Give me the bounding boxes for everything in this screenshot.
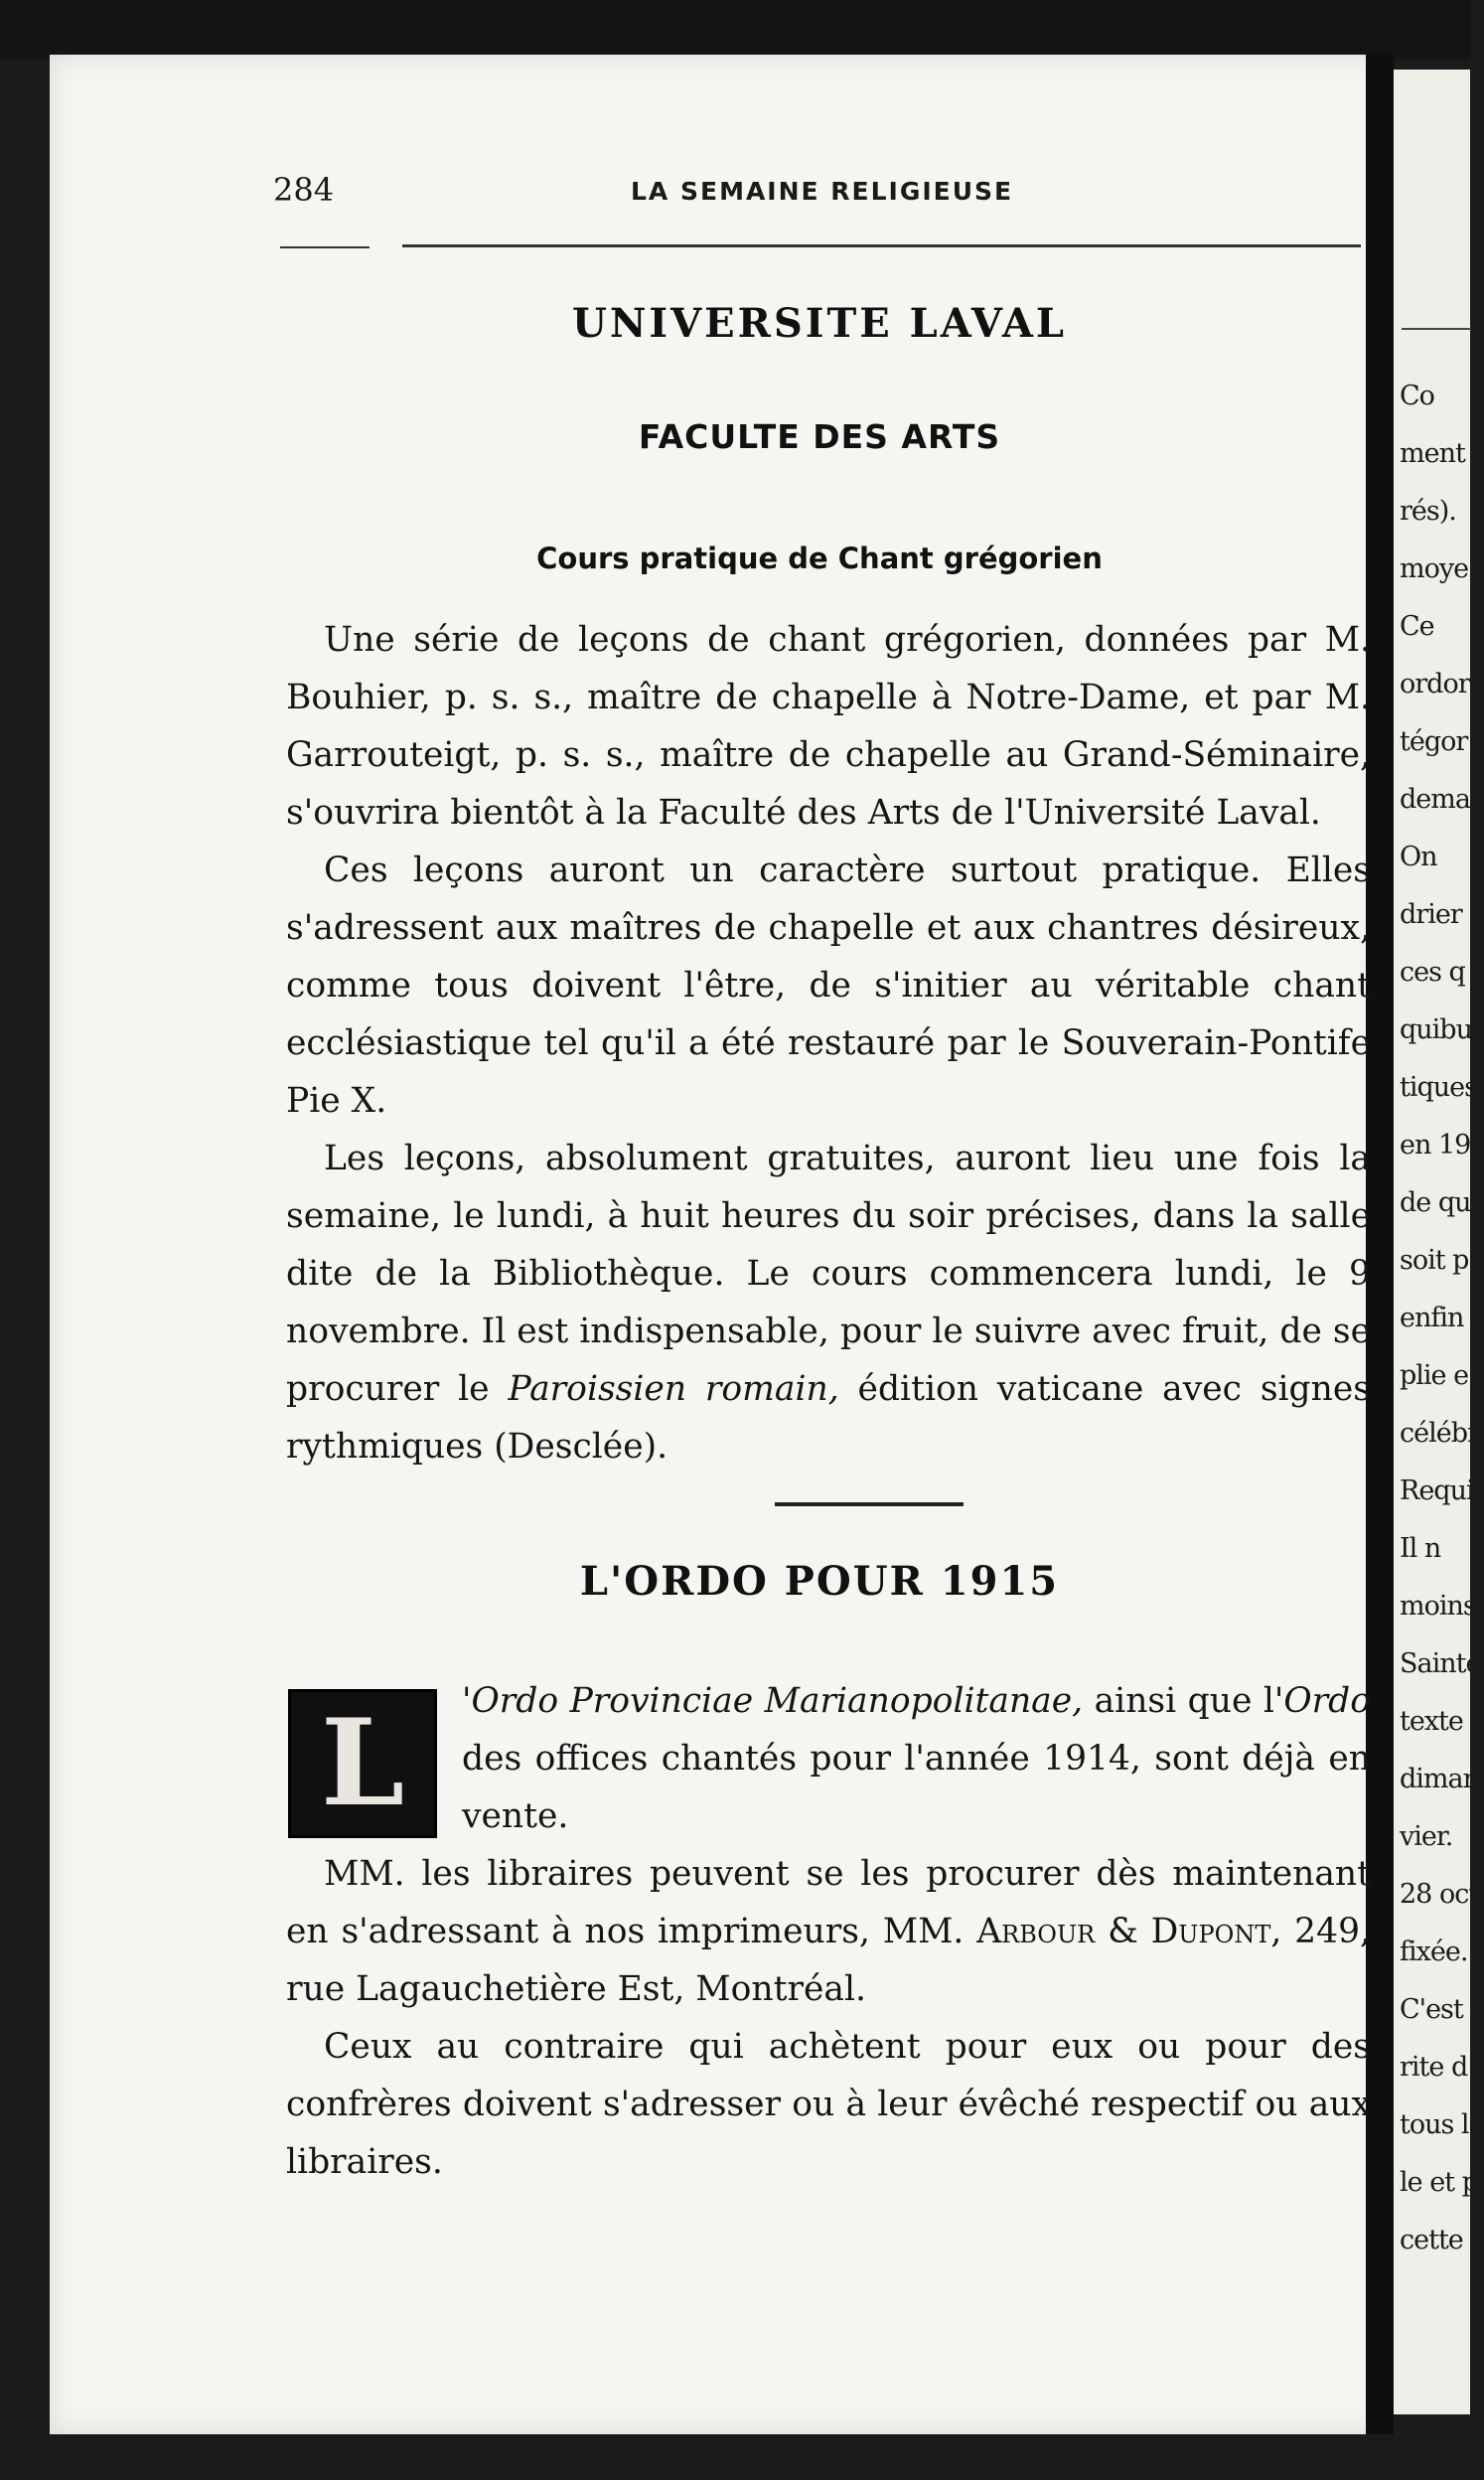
paragraph-text: des offices chantés pour l'année 1914, sont déjà en vente.: [462, 1739, 1371, 1836]
paragraph-text: ainsi que l': [1083, 1681, 1284, 1721]
adjacent-page-line: C'est: [1400, 1994, 1463, 2025]
ornamental-drop-cap: [288, 1689, 437, 1838]
paragraph-text: MM. les libraires peuvent se les procurer dès maintenant en s'adressant à nos imprimeurs, MM.: [286, 1854, 1371, 1951]
adjacent-page-line: ces q: [1400, 957, 1465, 988]
adjacent-page-line: soit p: [1400, 1245, 1469, 1276]
paragraph-text: édition vaticane avec signes rythmiques (Desclée).: [286, 1369, 1371, 1467]
adjacent-page-line: tégor: [1400, 726, 1468, 757]
ordo-title: L'ORDO POUR 1915: [579, 1558, 1060, 1605]
adjacent-page-line: ment: [1400, 438, 1465, 469]
paragraph-text: &: [1095, 1912, 1151, 1951]
adjacent-page-line: cette: [1400, 2225, 1463, 2255]
paragraph-text: Les leçons, absolument gratuites, auront lieu une fois la semaine, le lundi, à huit heures du soir précises, dans la salle dite de la Bibliothèque. Le cours commencera lundi, le 9 novembre. Il est indispensable, pour le suivre avec fruit, de se procurer le: [286, 1139, 1371, 1409]
notice-paragraph: [286, 1845, 1371, 2018]
printer-name: Dupont: [1150, 1912, 1271, 1951]
adjacent-page-line: rés).: [1400, 496, 1456, 527]
adjacent-page-line: le et p: [1400, 2167, 1478, 2198]
scan-background: [0, 0, 1470, 60]
running-header: [273, 171, 1366, 221]
faculty-title: FACULTE DES ARTS: [638, 417, 1001, 456]
header-rule-right: [402, 244, 1361, 247]
ordo-first-paragraph: [462, 1672, 1371, 1845]
adjacent-page-rule: [1402, 328, 1471, 330]
adjacent-page: [1394, 70, 1484, 2414]
university-title: UNIVERSITE LAVAL: [571, 300, 1068, 347]
adjacent-page-line: moins: [1400, 1591, 1476, 1622]
adjacent-page-line: quibu: [1400, 1014, 1472, 1045]
adjacent-page-line: ordor: [1400, 669, 1470, 699]
adjacent-page-line: enfin: [1400, 1303, 1464, 1333]
adjacent-page-line: Ce: [1400, 611, 1434, 642]
ordo-italic: Ordo: [1283, 1681, 1371, 1721]
adjacent-page-line: 28 oct: [1400, 1879, 1479, 1910]
adjacent-page-line: fixée.: [1400, 1937, 1468, 1967]
adjacent-page-line: plie e: [1400, 1360, 1469, 1391]
adjacent-page-line: drier: [1400, 899, 1462, 930]
course-title: Cours pratique de Chant grégorien: [536, 542, 1103, 575]
adjacent-page-line: tiques: [1400, 1072, 1477, 1103]
header-rule-left: [280, 246, 370, 248]
adjacent-page-line: de qu: [1400, 1187, 1471, 1218]
adjacent-page-line: rite d: [1400, 2052, 1468, 2083]
adjacent-page-line: tous le: [1400, 2109, 1484, 2140]
section-divider: [775, 1502, 964, 1506]
book-title-italic: Paroissien romain,: [508, 1369, 839, 1409]
adjacent-page-line: dema: [1400, 784, 1470, 815]
notice-paragraph: Ces leçons auront un caractère surtout pratique. Elles s'adressent aux maîtres de chapelle et aux chantres désireux, comme tous doivent l'être, de s'initier au véritable chant ecclésiastique tel qu'il a été restauré par le Souverain-Pontife Pie X.: [286, 851, 1371, 1121]
adjacent-page-line: moye: [1400, 553, 1469, 584]
adjacent-page-line: célébr: [1400, 1418, 1479, 1449]
page-number: 284: [273, 171, 335, 209]
adjacent-page-line: Requi: [1400, 1475, 1474, 1506]
ordo-notice-body: [286, 1845, 1371, 2191]
adjacent-page-line: On: [1400, 842, 1437, 872]
adjacent-page-line: Co: [1400, 381, 1434, 411]
printer-name: Arbour: [976, 1912, 1096, 1951]
adjacent-page-text: [1400, 368, 1484, 2269]
university-notice-body: [286, 611, 1371, 1475]
notice-paragraph: Ceux au contraire qui achètent pour eux ou pour des confrères doivent s'adresser ou à leur évêché respectif ou aux libraires.: [286, 2027, 1371, 2182]
adjacent-page-line: Il n: [1400, 1533, 1441, 1564]
notice-paragraph: [286, 1130, 1371, 1475]
running-title: LA SEMAINE RELIGIEUSE: [631, 177, 1014, 206]
paragraph-text: , 249, rue Lagauchetière Est, Montréal.: [286, 1912, 1371, 2009]
adjacent-page-line: en 19: [1400, 1130, 1471, 1161]
drop-cap-letter: L: [320, 1693, 405, 1833]
adjacent-page-line: diman: [1400, 1764, 1480, 1794]
ordo-latin-title: 'Ordo Provinciae Marianopolitanae,: [462, 1681, 1084, 1721]
adjacent-page-line: vier.: [1400, 1821, 1453, 1852]
notice-paragraph: Une série de leçons de chant grégorien, données par M. Bouhier, p. s. s., maître de chapelle à Notre-Dame, et par M. Garrouteigt, p. s. s., maître de chapelle au Grand-Séminaire, s'ouvrira bientôt à la Faculté des Arts de l'Université Laval.: [286, 620, 1371, 833]
adjacent-page-line: Sainte: [1400, 1648, 1481, 1679]
adjacent-page-line: texte: [1400, 1706, 1463, 1737]
